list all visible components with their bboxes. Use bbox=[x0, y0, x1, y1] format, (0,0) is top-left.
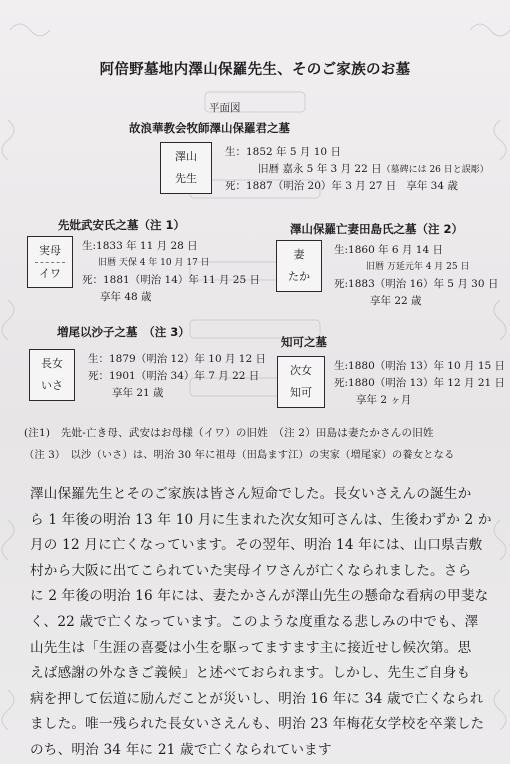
body-line: ら 1 年後の明治 13 年 10 月に生まれた次女知可さんは、生後わずか 2 か bbox=[30, 511, 492, 528]
body-line: 澤山保羅先生とそのご家族は皆さん短命でした。長女いさえんの誕生か bbox=[30, 486, 472, 502]
takeyasu-heading: 先妣武安氏之墓（注 1） bbox=[58, 218, 186, 232]
main-grave-died: 死：1887（明治 20）年 3 月 27 日 享年 34 歳 bbox=[225, 180, 458, 192]
isa-heading: 増尾以沙子之墓 （注 3） bbox=[57, 325, 190, 339]
main-grave-heading: 故浪華教会牧師澤山保羅君之墓 bbox=[129, 121, 290, 135]
chika-heading: 知可之墓 bbox=[281, 335, 327, 349]
body-line: えば感謝の外なきご義候」と述べておられます。しかし、先生ご自身も bbox=[30, 665, 471, 682]
main-grave-old-calendar: 旧暦 嘉永 5 年 3 月 22 日（墓碑には 26 日と誤彫） bbox=[258, 163, 489, 175]
chika-box-line1: 次女 bbox=[290, 364, 312, 377]
tajima-box-line2: たか bbox=[288, 270, 310, 283]
main-grave-box-line1: 澤山 bbox=[175, 150, 197, 163]
chika-box-line2: 知可 bbox=[290, 386, 312, 399]
note-1-2: (注1) 先妣-亡き母、武安はお母様（イワ）の旧姓 （注 2）田島は妻たかさんの旧姓 bbox=[24, 427, 434, 439]
tajima-born: 生:1860 年 6 月 14 日 bbox=[334, 244, 443, 256]
main-grave-born: 生：1852 年 5 月 10 日 bbox=[225, 146, 341, 158]
isa-died: 死：1901（明治 34）年 7 月 22 日 bbox=[88, 370, 260, 382]
tajima-old-calendar: 旧暦 万延元年 4 月 25 日 bbox=[366, 262, 470, 272]
chika-box bbox=[277, 356, 325, 408]
body-line: に 2 年後の明治 16 年には、妻たかさんが澤山先生の懸命な看病の甲斐な bbox=[30, 588, 489, 605]
tajima-box bbox=[276, 240, 322, 292]
body-line: 病を押して伝道に励んだことが災いし、明治 16 年に 34 歳で亡くなられ bbox=[30, 690, 484, 707]
body-line: ました。唯一残られた長女いさえんも、明治 23 年梅花女学校を卒業した bbox=[30, 716, 485, 733]
isa-age: 享年 21 歳 bbox=[112, 387, 164, 399]
isa-box bbox=[29, 349, 75, 401]
document-title: 阿倍野墓地内澤山保羅先生、そのご家族のお墓 bbox=[99, 62, 411, 78]
chika-born: 生:1880（明治 13）年 10 月 15 日 bbox=[334, 360, 506, 372]
tajima-heading: 澤山保羅亡妻田島氏之墓（注 2） bbox=[290, 222, 464, 236]
body-line: のち、明治 34 年に 21 歳で亡くなられています bbox=[30, 741, 332, 758]
takeyasu-age: 享年 48 歳 bbox=[100, 291, 152, 303]
takeyasu-born: 生:1833 年 11 月 28 日 bbox=[82, 240, 198, 252]
body-paragraph bbox=[30, 482, 500, 764]
body-line: 村から大阪に出てこられていた実母イワさんが亡くなられました。さら bbox=[30, 562, 472, 579]
takeyasu-died: 死：1881（明治 14）年 11 月 25 日 bbox=[82, 274, 260, 286]
tajima-age: 享年 22 歳 bbox=[370, 295, 422, 307]
main-grave-box bbox=[160, 142, 212, 194]
plan-label: 平面図 bbox=[209, 102, 241, 114]
isa-box-line2: いさ bbox=[41, 379, 63, 392]
takeyasu-box-line2: イワ bbox=[39, 266, 61, 280]
main-grave-box-line2: 先生 bbox=[175, 172, 197, 185]
isa-box-line1: 長女 bbox=[41, 357, 63, 370]
isa-born: 生：1879（明治 12）年 10 月 12 日 bbox=[88, 353, 266, 365]
chika-died: 死:1880（明治 13）年 12 月 21 日 bbox=[334, 377, 506, 389]
takeyasu-box-line1: 実母 bbox=[39, 243, 61, 257]
takeyasu-old-calendar: 旧暦 天保 4 年 10 月 17 日 bbox=[98, 258, 210, 268]
chika-age: 享年 2 ヶ月 bbox=[356, 394, 412, 406]
note-3: （注 3） 以沙（いさ）は、明治 30 年に祖母（田島ます江）の実家（増尾家）の養女となる bbox=[24, 450, 455, 461]
tajima-died: 死:1883（明治 16）年 5 月 30 日 bbox=[334, 278, 499, 290]
body-line: く、22 歳で亡くなっています。このような度重なる悲しみの中でも、澤 bbox=[30, 613, 479, 630]
takeyasu-box bbox=[27, 236, 73, 288]
tajima-box-line1: 妻 bbox=[293, 248, 305, 261]
body-line: 山先生は「生涯の喜憂は小生を駆ってますます主に接近せし候次第。思 bbox=[30, 639, 472, 656]
body-line: 月の 12 月に亡くなっています。その翌年、明治 14 年には、山口県吉敷 bbox=[30, 537, 483, 554]
